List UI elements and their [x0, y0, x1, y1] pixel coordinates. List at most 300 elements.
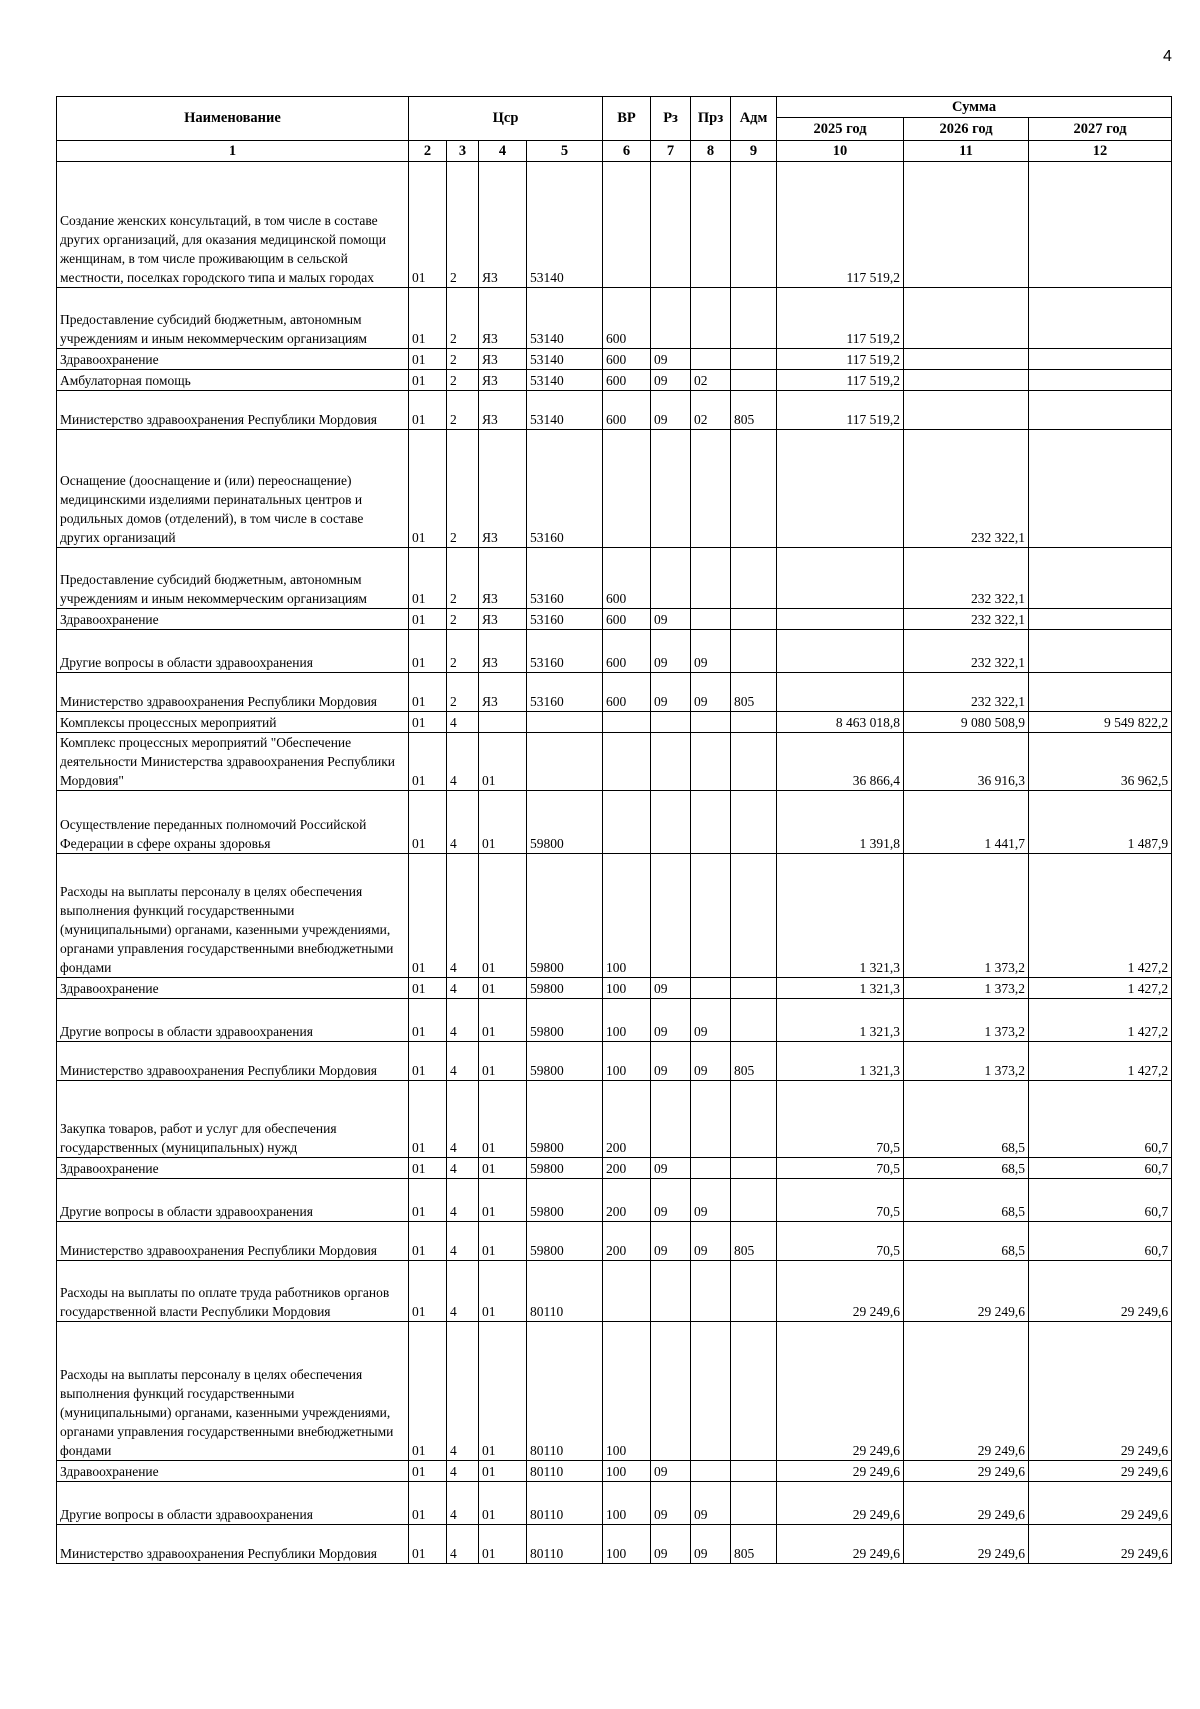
cell-prz: 09: [691, 630, 731, 673]
cell-y2025: 117 519,2: [777, 162, 904, 288]
cell-vr: 100: [603, 1042, 651, 1081]
cell-rz: 09: [651, 1042, 691, 1081]
table-row: [57, 548, 1172, 609]
cell-y2026: 1 373,2: [904, 978, 1029, 999]
cell-c5: 59800: [527, 791, 603, 854]
cell-c5: 53160: [527, 430, 603, 548]
table-row: [57, 791, 1172, 854]
cell-c3: 2: [447, 548, 479, 609]
cell-y2026: 232 322,1: [904, 630, 1029, 673]
cell-y2026: [904, 162, 1029, 288]
cell-prz: 09: [691, 1482, 731, 1525]
cell-c2: 01: [409, 1322, 447, 1461]
cell-adm: [731, 1482, 777, 1525]
cell-y2025: 36 866,4: [777, 733, 904, 791]
cell-rz: [651, 548, 691, 609]
cell-c2: 01: [409, 1461, 447, 1482]
cell-c2: 01: [409, 349, 447, 370]
cell-adm: [731, 630, 777, 673]
col-number: 2: [409, 141, 447, 162]
row-name: Здравоохранение: [57, 349, 409, 370]
cell-adm: [731, 548, 777, 609]
cell-c4: Я3: [479, 288, 527, 349]
cell-y2026: [904, 370, 1029, 391]
cell-y2027: [1029, 162, 1172, 288]
row-name: Закупка товаров, работ и услуг для обеспечения государственных (муниципальных) нужд: [57, 1081, 409, 1158]
cell-c2: 01: [409, 609, 447, 630]
cell-c3: 4: [447, 1482, 479, 1525]
cell-y2025: [777, 548, 904, 609]
cell-y2025: 1 321,3: [777, 999, 904, 1042]
cell-prz: 09: [691, 673, 731, 712]
cell-adm: 805: [731, 1525, 777, 1564]
cell-vr: 100: [603, 999, 651, 1042]
cell-c5: 59800: [527, 1158, 603, 1179]
row-name: Другие вопросы в области здравоохранения: [57, 1179, 409, 1222]
row-name: Другие вопросы в области здравоохранения: [57, 1482, 409, 1525]
cell-c3: 2: [447, 673, 479, 712]
row-name: Расходы на выплаты персоналу в целях обеспечения выполнения функций государственными (муниципальными) органами, казенными учреждениями, органами управления государственными внебюджетными фондами: [57, 854, 409, 978]
cell-y2027: 29 249,6: [1029, 1261, 1172, 1322]
cell-c4: 01: [479, 1525, 527, 1564]
cell-y2027: [1029, 288, 1172, 349]
cell-y2027: 60,7: [1029, 1158, 1172, 1179]
cell-rz: [651, 162, 691, 288]
header-sum: Сумма: [777, 97, 1172, 118]
cell-y2027: [1029, 370, 1172, 391]
cell-rz: [651, 791, 691, 854]
cell-rz: 09: [651, 1179, 691, 1222]
cell-y2026: 9 080 508,9: [904, 712, 1029, 733]
cell-prz: [691, 791, 731, 854]
cell-c2: 01: [409, 1042, 447, 1081]
cell-adm: [731, 1322, 777, 1461]
cell-y2025: 70,5: [777, 1222, 904, 1261]
cell-y2025: [777, 430, 904, 548]
table-row: [57, 162, 1172, 288]
cell-prz: [691, 854, 731, 978]
cell-c5: [527, 712, 603, 733]
cell-y2025: 8 463 018,8: [777, 712, 904, 733]
cell-y2025: 29 249,6: [777, 1525, 904, 1564]
table-row: [57, 1042, 1172, 1081]
cell-adm: [731, 712, 777, 733]
col-number: 10: [777, 141, 904, 162]
cell-c3: 4: [447, 1042, 479, 1081]
cell-c4: 01: [479, 1179, 527, 1222]
row-name: Министерство здравоохранения Республики Мордовия: [57, 673, 409, 712]
cell-c4: 01: [479, 1322, 527, 1461]
cell-c5: 53140: [527, 162, 603, 288]
cell-y2026: 232 322,1: [904, 430, 1029, 548]
cell-c3: 4: [447, 1525, 479, 1564]
row-name: Министерство здравоохранения Республики Мордовия: [57, 391, 409, 430]
cell-c5: 53160: [527, 609, 603, 630]
cell-c4: Я3: [479, 349, 527, 370]
cell-c4: Я3: [479, 430, 527, 548]
cell-y2026: 36 916,3: [904, 733, 1029, 791]
table-row: [57, 1322, 1172, 1461]
cell-vr: 100: [603, 978, 651, 999]
cell-c4: 01: [479, 1261, 527, 1322]
cell-c4: 01: [479, 1081, 527, 1158]
cell-adm: [731, 162, 777, 288]
cell-c4: [479, 712, 527, 733]
cell-c5: 53160: [527, 673, 603, 712]
cell-adm: 805: [731, 1042, 777, 1081]
cell-adm: [731, 1261, 777, 1322]
cell-c2: 01: [409, 999, 447, 1042]
cell-c5: 80110: [527, 1461, 603, 1482]
cell-c5: 59800: [527, 999, 603, 1042]
cell-y2027: 1 487,9: [1029, 791, 1172, 854]
col-number: 6: [603, 141, 651, 162]
cell-y2025: 70,5: [777, 1179, 904, 1222]
cell-y2025: 29 249,6: [777, 1482, 904, 1525]
header-year-2026: 2026 год: [904, 118, 1029, 141]
col-number: 8: [691, 141, 731, 162]
cell-adm: [731, 430, 777, 548]
cell-vr: [603, 162, 651, 288]
cell-c5: 53140: [527, 288, 603, 349]
table-row: [57, 288, 1172, 349]
cell-c3: 2: [447, 430, 479, 548]
col-number: 3: [447, 141, 479, 162]
cell-y2027: 60,7: [1029, 1179, 1172, 1222]
cell-y2026: 68,5: [904, 1222, 1029, 1261]
cell-c2: 01: [409, 733, 447, 791]
cell-c3: 4: [447, 791, 479, 854]
cell-c3: 4: [447, 1461, 479, 1482]
cell-c2: 01: [409, 673, 447, 712]
cell-vr: 600: [603, 370, 651, 391]
row-name: Другие вопросы в области здравоохранения: [57, 999, 409, 1042]
col-number: 9: [731, 141, 777, 162]
cell-rz: 09: [651, 1222, 691, 1261]
cell-y2025: 1 321,3: [777, 1042, 904, 1081]
cell-y2027: 29 249,6: [1029, 1482, 1172, 1525]
cell-vr: 600: [603, 609, 651, 630]
row-name: Здравоохранение: [57, 1461, 409, 1482]
table-row: [57, 609, 1172, 630]
col-number: 1: [57, 141, 409, 162]
col-number: 12: [1029, 141, 1172, 162]
cell-c5: 80110: [527, 1261, 603, 1322]
cell-y2026: 29 249,6: [904, 1461, 1029, 1482]
page-number: 4: [1163, 48, 1172, 65]
cell-rz: 09: [651, 978, 691, 999]
cell-adm: [731, 1461, 777, 1482]
row-name: Министерство здравоохранения Республики Мордовия: [57, 1222, 409, 1261]
cell-adm: [731, 978, 777, 999]
cell-rz: 09: [651, 1461, 691, 1482]
cell-y2027: 29 249,6: [1029, 1461, 1172, 1482]
cell-vr: 200: [603, 1222, 651, 1261]
cell-c2: 01: [409, 548, 447, 609]
cell-prz: [691, 978, 731, 999]
table-row: [57, 999, 1172, 1042]
cell-vr: 100: [603, 854, 651, 978]
cell-adm: [731, 854, 777, 978]
table-row: [57, 1482, 1172, 1525]
cell-y2026: 232 322,1: [904, 609, 1029, 630]
cell-c3: 4: [447, 1081, 479, 1158]
cell-y2025: 117 519,2: [777, 391, 904, 430]
cell-c2: 01: [409, 370, 447, 391]
header-vr: ВР: [603, 97, 651, 141]
cell-y2026: [904, 349, 1029, 370]
cell-c5: 59800: [527, 854, 603, 978]
cell-c3: 4: [447, 978, 479, 999]
header-rz: Рз: [651, 97, 691, 141]
cell-c4: Я3: [479, 370, 527, 391]
cell-rz: 09: [651, 609, 691, 630]
cell-vr: 200: [603, 1081, 651, 1158]
cell-vr: [603, 1261, 651, 1322]
cell-c4: Я3: [479, 630, 527, 673]
cell-vr: [603, 791, 651, 854]
cell-y2027: 1 427,2: [1029, 854, 1172, 978]
col-number: 11: [904, 141, 1029, 162]
cell-c4: 01: [479, 854, 527, 978]
cell-rz: [651, 1081, 691, 1158]
cell-y2026: 1 441,7: [904, 791, 1029, 854]
cell-vr: [603, 430, 651, 548]
cell-vr: 600: [603, 673, 651, 712]
table-row: [57, 370, 1172, 391]
cell-y2025: 117 519,2: [777, 349, 904, 370]
cell-y2025: 117 519,2: [777, 288, 904, 349]
row-name: Здравоохранение: [57, 1158, 409, 1179]
cell-c5: [527, 733, 603, 791]
cell-adm: [731, 370, 777, 391]
cell-adm: 805: [731, 391, 777, 430]
cell-c3: 4: [447, 1222, 479, 1261]
budget-table: [56, 96, 1172, 1564]
cell-y2026: 29 249,6: [904, 1482, 1029, 1525]
table-row: [57, 673, 1172, 712]
cell-c2: 01: [409, 854, 447, 978]
cell-c3: 4: [447, 1261, 479, 1322]
header-csr: Цср: [409, 97, 603, 141]
cell-c5: 53140: [527, 370, 603, 391]
cell-prz: [691, 1461, 731, 1482]
header-year-2027: 2027 год: [1029, 118, 1172, 141]
column-number-row: [57, 141, 1172, 162]
cell-c3: 4: [447, 712, 479, 733]
cell-prz: 09: [691, 1525, 731, 1564]
cell-c2: 01: [409, 288, 447, 349]
cell-vr: 100: [603, 1461, 651, 1482]
table-row: [57, 1081, 1172, 1158]
col-number: 7: [651, 141, 691, 162]
table-row: [57, 1261, 1172, 1322]
cell-y2025: 117 519,2: [777, 370, 904, 391]
cell-y2026: 232 322,1: [904, 673, 1029, 712]
cell-c5: 53160: [527, 548, 603, 609]
cell-c5: 80110: [527, 1482, 603, 1525]
cell-c2: 01: [409, 162, 447, 288]
cell-y2027: [1029, 430, 1172, 548]
cell-prz: [691, 1322, 731, 1461]
cell-rz: 09: [651, 630, 691, 673]
cell-y2025: 1 391,8: [777, 791, 904, 854]
row-name: Предоставление субсидий бюджетным, автономным учреждениям и иным некоммерческим организациям: [57, 288, 409, 349]
cell-c2: 01: [409, 1482, 447, 1525]
cell-c5: 59800: [527, 1179, 603, 1222]
cell-prz: 02: [691, 391, 731, 430]
cell-adm: [731, 288, 777, 349]
cell-prz: [691, 609, 731, 630]
cell-c2: 01: [409, 1081, 447, 1158]
cell-adm: [731, 1179, 777, 1222]
cell-rz: [651, 733, 691, 791]
table-row: [57, 1158, 1172, 1179]
cell-y2027: 60,7: [1029, 1222, 1172, 1261]
cell-y2025: [777, 609, 904, 630]
cell-rz: 09: [651, 1482, 691, 1525]
cell-y2026: 68,5: [904, 1179, 1029, 1222]
cell-c2: 01: [409, 978, 447, 999]
header-name: Наименование: [57, 97, 409, 141]
cell-y2027: [1029, 673, 1172, 712]
cell-prz: [691, 288, 731, 349]
cell-rz: 09: [651, 349, 691, 370]
cell-c3: 4: [447, 1179, 479, 1222]
cell-y2027: [1029, 630, 1172, 673]
cell-vr: 200: [603, 1179, 651, 1222]
cell-c4: 01: [479, 733, 527, 791]
cell-y2027: 1 427,2: [1029, 999, 1172, 1042]
row-name: Здравоохранение: [57, 978, 409, 999]
cell-y2025: 70,5: [777, 1158, 904, 1179]
cell-prz: 09: [691, 1222, 731, 1261]
cell-y2027: [1029, 391, 1172, 430]
cell-y2026: 232 322,1: [904, 548, 1029, 609]
cell-prz: [691, 548, 731, 609]
cell-c3: 4: [447, 1322, 479, 1461]
cell-vr: 100: [603, 1322, 651, 1461]
cell-c3: 2: [447, 162, 479, 288]
cell-rz: 09: [651, 370, 691, 391]
cell-y2025: 29 249,6: [777, 1322, 904, 1461]
cell-c4: Я3: [479, 162, 527, 288]
table-row: [57, 1222, 1172, 1261]
cell-y2025: 1 321,3: [777, 978, 904, 999]
cell-y2027: [1029, 349, 1172, 370]
row-name: Амбулаторная помощь: [57, 370, 409, 391]
cell-adm: [731, 791, 777, 854]
cell-c4: 01: [479, 999, 527, 1042]
cell-y2025: 29 249,6: [777, 1261, 904, 1322]
row-name: Предоставление субсидий бюджетным, автономным учреждениям и иным некоммерческим организациям: [57, 548, 409, 609]
table-row: [57, 1525, 1172, 1564]
cell-c5: 59800: [527, 978, 603, 999]
row-name: Расходы на выплаты персоналу в целях обеспечения выполнения функций государственными (муниципальными) органами, казенными учреждениями, органами управления государственными внебюджетными фондами: [57, 1322, 409, 1461]
cell-c2: 01: [409, 391, 447, 430]
cell-adm: [731, 733, 777, 791]
cell-rz: [651, 712, 691, 733]
cell-c4: 01: [479, 791, 527, 854]
row-name: Комплекс процессных мероприятий "Обеспечение деятельности Министерства здравоохранения Республики Мордовия": [57, 733, 409, 791]
cell-c4: 01: [479, 1461, 527, 1482]
cell-c5: 80110: [527, 1322, 603, 1461]
cell-y2026: 68,5: [904, 1158, 1029, 1179]
row-name: Создание женских консультаций, в том числе в составе других организаций, для оказания медицинской помощи женщинам, в том числе проживающим в сельской местности, поселках городского типа и малых городах: [57, 162, 409, 288]
row-name: Осуществление переданных полномочий Российской Федерации в сфере охраны здоровья: [57, 791, 409, 854]
cell-adm: [731, 349, 777, 370]
cell-c2: 01: [409, 1158, 447, 1179]
cell-adm: [731, 1081, 777, 1158]
row-name: Комплексы процессных мероприятий: [57, 712, 409, 733]
cell-vr: 600: [603, 548, 651, 609]
cell-y2026: [904, 288, 1029, 349]
cell-y2027: [1029, 548, 1172, 609]
cell-c2: 01: [409, 1179, 447, 1222]
cell-y2026: 29 249,6: [904, 1525, 1029, 1564]
cell-adm: [731, 1158, 777, 1179]
cell-c4: Я3: [479, 391, 527, 430]
cell-adm: [731, 999, 777, 1042]
cell-c3: 4: [447, 854, 479, 978]
cell-adm: [731, 609, 777, 630]
cell-c4: 01: [479, 1222, 527, 1261]
cell-c5: 53140: [527, 349, 603, 370]
cell-c2: 01: [409, 430, 447, 548]
cell-c5: 59800: [527, 1222, 603, 1261]
cell-y2027: 60,7: [1029, 1081, 1172, 1158]
cell-rz: 09: [651, 391, 691, 430]
row-name: Оснащение (дооснащение и (или) переоснащение) медицинскими изделиями перинатальных центров и родильных домов (отделений), в том числе в составе других организаций: [57, 430, 409, 548]
cell-vr: 600: [603, 630, 651, 673]
cell-y2025: 29 249,6: [777, 1461, 904, 1482]
cell-y2027: 9 549 822,2: [1029, 712, 1172, 733]
header-year-2025: 2025 год: [777, 118, 904, 141]
cell-y2026: 1 373,2: [904, 1042, 1029, 1081]
row-name: Расходы на выплаты по оплате труда работников органов государственной власти Республики Мордовия: [57, 1261, 409, 1322]
cell-y2026: [904, 391, 1029, 430]
cell-rz: [651, 430, 691, 548]
table-row: [57, 978, 1172, 999]
cell-vr: 600: [603, 349, 651, 370]
table-row: [57, 349, 1172, 370]
cell-rz: [651, 854, 691, 978]
cell-rz: 09: [651, 1525, 691, 1564]
cell-rz: 09: [651, 673, 691, 712]
cell-rz: 09: [651, 999, 691, 1042]
cell-y2026: 29 249,6: [904, 1261, 1029, 1322]
table-row: [57, 854, 1172, 978]
cell-c5: 59800: [527, 1081, 603, 1158]
table-row: [57, 391, 1172, 430]
cell-c4: 01: [479, 1482, 527, 1525]
cell-c2: 01: [409, 1525, 447, 1564]
cell-vr: 200: [603, 1158, 651, 1179]
table-row: [57, 1179, 1172, 1222]
cell-y2027: 1 427,2: [1029, 978, 1172, 999]
cell-vr: 100: [603, 1525, 651, 1564]
row-name: Другие вопросы в области здравоохранения: [57, 630, 409, 673]
cell-prz: [691, 1081, 731, 1158]
cell-y2025: 1 321,3: [777, 854, 904, 978]
cell-prz: 09: [691, 1179, 731, 1222]
cell-prz: 09: [691, 999, 731, 1042]
cell-c4: 01: [479, 978, 527, 999]
cell-y2026: 29 249,6: [904, 1322, 1029, 1461]
cell-rz: [651, 1322, 691, 1461]
cell-c4: Я3: [479, 609, 527, 630]
cell-rz: 09: [651, 1158, 691, 1179]
